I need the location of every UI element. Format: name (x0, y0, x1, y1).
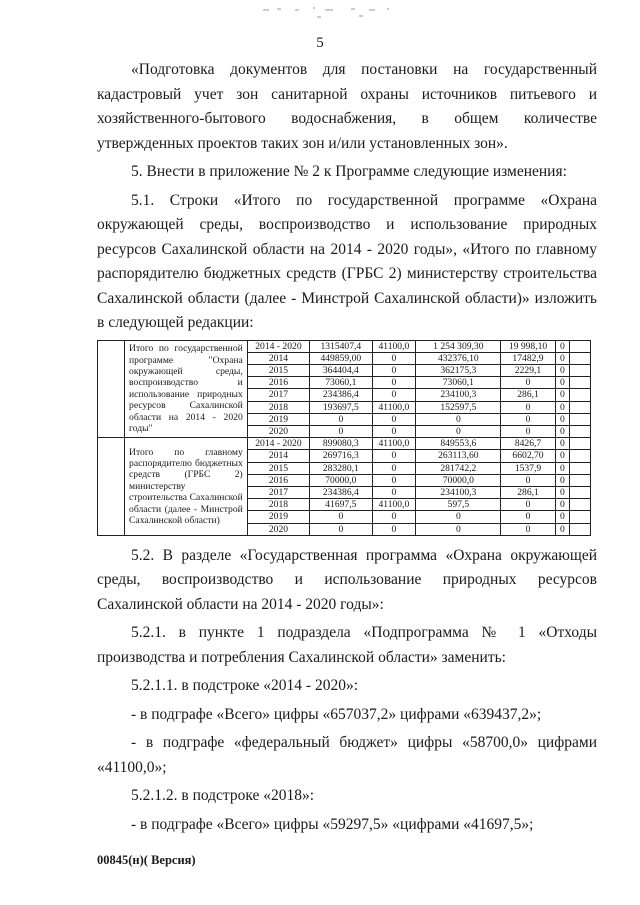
value-cell: 1537,9 (501, 462, 555, 474)
value-cell: 899080,3 (310, 438, 372, 450)
value-cell: 0 (555, 389, 570, 401)
value-cell: 0 (372, 364, 416, 376)
value-cell: 0 (372, 523, 416, 535)
value-cell: 19 998,10 (501, 340, 555, 352)
value-cell: 0 (372, 474, 416, 486)
value-cell: 0 (416, 511, 501, 523)
value-cell: 362175,3 (416, 364, 501, 376)
period-cell: 2014 - 2020 (247, 340, 309, 352)
value-cell: 234386,4 (310, 486, 372, 498)
value-cell: 0 (310, 523, 372, 535)
value-cell: 0 (555, 474, 570, 486)
value-cell: 263113,60 (416, 450, 501, 462)
empty-cell (570, 462, 591, 474)
empty-cell (570, 474, 591, 486)
paragraph-2018-change: - в подграфе «Всего» цифры «59297,5» «цифрами «41697,5»; (131, 815, 534, 833)
period-cell: 2016 (247, 474, 309, 486)
period-cell: 2015 (247, 462, 309, 474)
value-cell: 0 (555, 377, 570, 389)
value-cell: 0 (416, 425, 501, 437)
value-cell: 41697,5 (310, 499, 372, 511)
value-cell: 0 (555, 499, 570, 511)
empty-cell (570, 413, 591, 425)
value-cell: 0 (501, 401, 555, 413)
group-label: Итого по главному распорядителю бюджетных средств (ГРБС 2) министерству строительства Сахалинской области (далее - Минстрой Сахалинской области) (125, 438, 248, 536)
scan-marks (255, 6, 415, 20)
value-cell: 0 (555, 401, 570, 413)
value-cell: 0 (555, 511, 570, 523)
period-cell: 2019 (247, 511, 309, 523)
period-cell: 2019 (247, 413, 309, 425)
value-cell: 0 (501, 413, 555, 425)
value-cell: 1 254 309,30 (416, 340, 501, 352)
value-cell: 0 (372, 425, 416, 437)
period-cell: 2020 (247, 425, 309, 437)
value-cell: 0 (555, 352, 570, 364)
empty-cell (570, 389, 591, 401)
value-cell: 41100,0 (372, 438, 416, 450)
value-cell: 0 (501, 523, 555, 535)
value-cell: 849553,6 (416, 438, 501, 450)
value-cell: 234100,3 (416, 486, 501, 498)
value-cell: 0 (555, 340, 570, 352)
empty-cell (570, 401, 591, 413)
period-cell: 2017 (247, 389, 309, 401)
value-cell: 432376,10 (416, 352, 501, 364)
value-cell: 0 (372, 450, 416, 462)
paragraph-item-5: 5. Внести в приложение № 2 к Программе следующие изменения: (131, 163, 567, 180)
period-cell: 2014 (247, 352, 309, 364)
value-cell: 0 (555, 486, 570, 498)
value-cell: 234386,4 (310, 389, 372, 401)
value-cell: 0 (372, 486, 416, 498)
empty-cell (570, 499, 591, 511)
empty-cell (570, 438, 591, 450)
value-cell: 73060,1 (416, 377, 501, 389)
document-footer: 00845(н)( Версия) (97, 853, 196, 867)
empty-cell (570, 511, 591, 523)
value-cell: 449859,00 (310, 352, 372, 364)
paragraph-5-2: 5.2. В разделе «Государственная программа «Охрана окружающей среды, воспроизводство и использование природных ресурсов Сахалинской области на 2014 - 2020 годы»: (97, 546, 597, 613)
empty-cell (570, 523, 591, 535)
empty-cell (98, 340, 125, 438)
period-cell: 2017 (247, 486, 309, 498)
value-cell: 283280,1 (310, 462, 372, 474)
period-cell: 2020 (247, 523, 309, 535)
value-cell: 0 (555, 450, 570, 462)
value-cell: 0 (501, 377, 555, 389)
value-cell: 597,5 (416, 499, 501, 511)
value-cell: 0 (372, 352, 416, 364)
value-cell: 0 (555, 438, 570, 450)
value-cell: 0 (501, 499, 555, 511)
budget-table (97, 340, 591, 536)
period-cell: 2015 (247, 364, 309, 376)
value-cell: 364404,4 (310, 364, 372, 376)
value-cell: 0 (555, 462, 570, 474)
value-cell: 0 (416, 523, 501, 535)
value-cell: 0 (372, 413, 416, 425)
empty-cell (570, 425, 591, 437)
paragraph-total-change: - в подграфе «Всего» цифры «657037,2» цифрами «639437,2»; (131, 705, 542, 723)
empty-cell (570, 450, 591, 462)
value-cell: 8426,7 (501, 438, 555, 450)
value-cell: 286,1 (501, 486, 555, 498)
period-cell: 2018 (247, 401, 309, 413)
period-cell: 2018 (247, 499, 309, 511)
group-label: Итого по государственной программе "Охрана окружающей среды, воспроизводство и использование природных ресурсов Сахалинской области на 2014 - 2020 годы" (125, 340, 248, 438)
value-cell: 73060,1 (310, 377, 372, 389)
paragraph-5-2-1-2: 5.2.1.2. в подстроке «2018»: (131, 787, 315, 805)
value-cell: 0 (372, 462, 416, 474)
value-cell: 0 (310, 413, 372, 425)
period-cell: 2016 (247, 377, 309, 389)
value-cell: 0 (555, 425, 570, 437)
value-cell: 0 (555, 413, 570, 425)
paragraph-item-5-1: 5.1. Строки «Итого по государственной программе «Охрана окружающей среды, воспроизводство и использование природных ресурсов Сахалинской области на 2014 - 2020 годы», «Итого по главному распорядителю бюджетных средств (ГРБС 2) министерству строительства Сахалинской области (далее - Минстрой Сахалинской области)» изложить в следующей редакции: (97, 191, 597, 331)
value-cell: 41100,0 (372, 340, 416, 352)
paragraph-quote-end: «Подготовка документов для постановки на государственный кадастровый учет зон санитарной охраны источников питьевого и хозяйственного-бытового водоснабжения, в общем количестве утвержденных проектов таких зон и/или установленных зон». (97, 61, 597, 152)
paragraph-federal-change: - в подграфе «федеральный бюджет» цифры «58700,0» цифрами «41100,0»; (97, 734, 597, 776)
paragraph-5-2-1: 5.2.1. в пункте 1 подраздела «Подпрограмма № 1 «Отходы производства и потребления Сахалинской области» заменить: (97, 624, 597, 666)
empty-cell (570, 486, 591, 498)
empty-cell (570, 377, 591, 389)
value-cell: 0 (372, 511, 416, 523)
value-cell: 6602,70 (501, 450, 555, 462)
paragraph-5-2-1-1: 5.2.1.1. в подстроке «2014 - 2020»: (131, 677, 359, 695)
table-row (98, 340, 591, 352)
value-cell: 193697,5 (310, 401, 372, 413)
value-cell: 0 (555, 364, 570, 376)
value-cell: 1315407,4 (310, 340, 372, 352)
empty-cell (570, 352, 591, 364)
value-cell: 70000,0 (310, 474, 372, 486)
value-cell: 0 (501, 511, 555, 523)
empty-cell (98, 438, 125, 536)
value-cell: 0 (501, 425, 555, 437)
value-cell: 0 (310, 511, 372, 523)
value-cell: 41100,0 (372, 401, 416, 413)
empty-cell (570, 340, 591, 352)
value-cell: 0 (416, 413, 501, 425)
value-cell: 17482,9 (501, 352, 555, 364)
value-cell: 152597,5 (416, 401, 501, 413)
value-cell: 41100,0 (372, 499, 416, 511)
value-cell: 0 (372, 377, 416, 389)
value-cell: 0 (555, 523, 570, 535)
value-cell: 0 (501, 474, 555, 486)
period-cell: 2014 (247, 450, 309, 462)
value-cell: 269716,3 (310, 450, 372, 462)
page-number: 5 (316, 35, 324, 51)
value-cell: 0 (372, 389, 416, 401)
value-cell: 286,1 (501, 389, 555, 401)
value-cell: 70000,0 (416, 474, 501, 486)
value-cell: 0 (310, 425, 372, 437)
table-row (98, 438, 591, 450)
empty-cell (570, 364, 591, 376)
period-cell: 2014 - 2020 (247, 438, 309, 450)
value-cell: 281742,2 (416, 462, 501, 474)
value-cell: 234100,3 (416, 389, 501, 401)
document-body (97, 58, 597, 837)
value-cell: 2229,1 (501, 364, 555, 376)
